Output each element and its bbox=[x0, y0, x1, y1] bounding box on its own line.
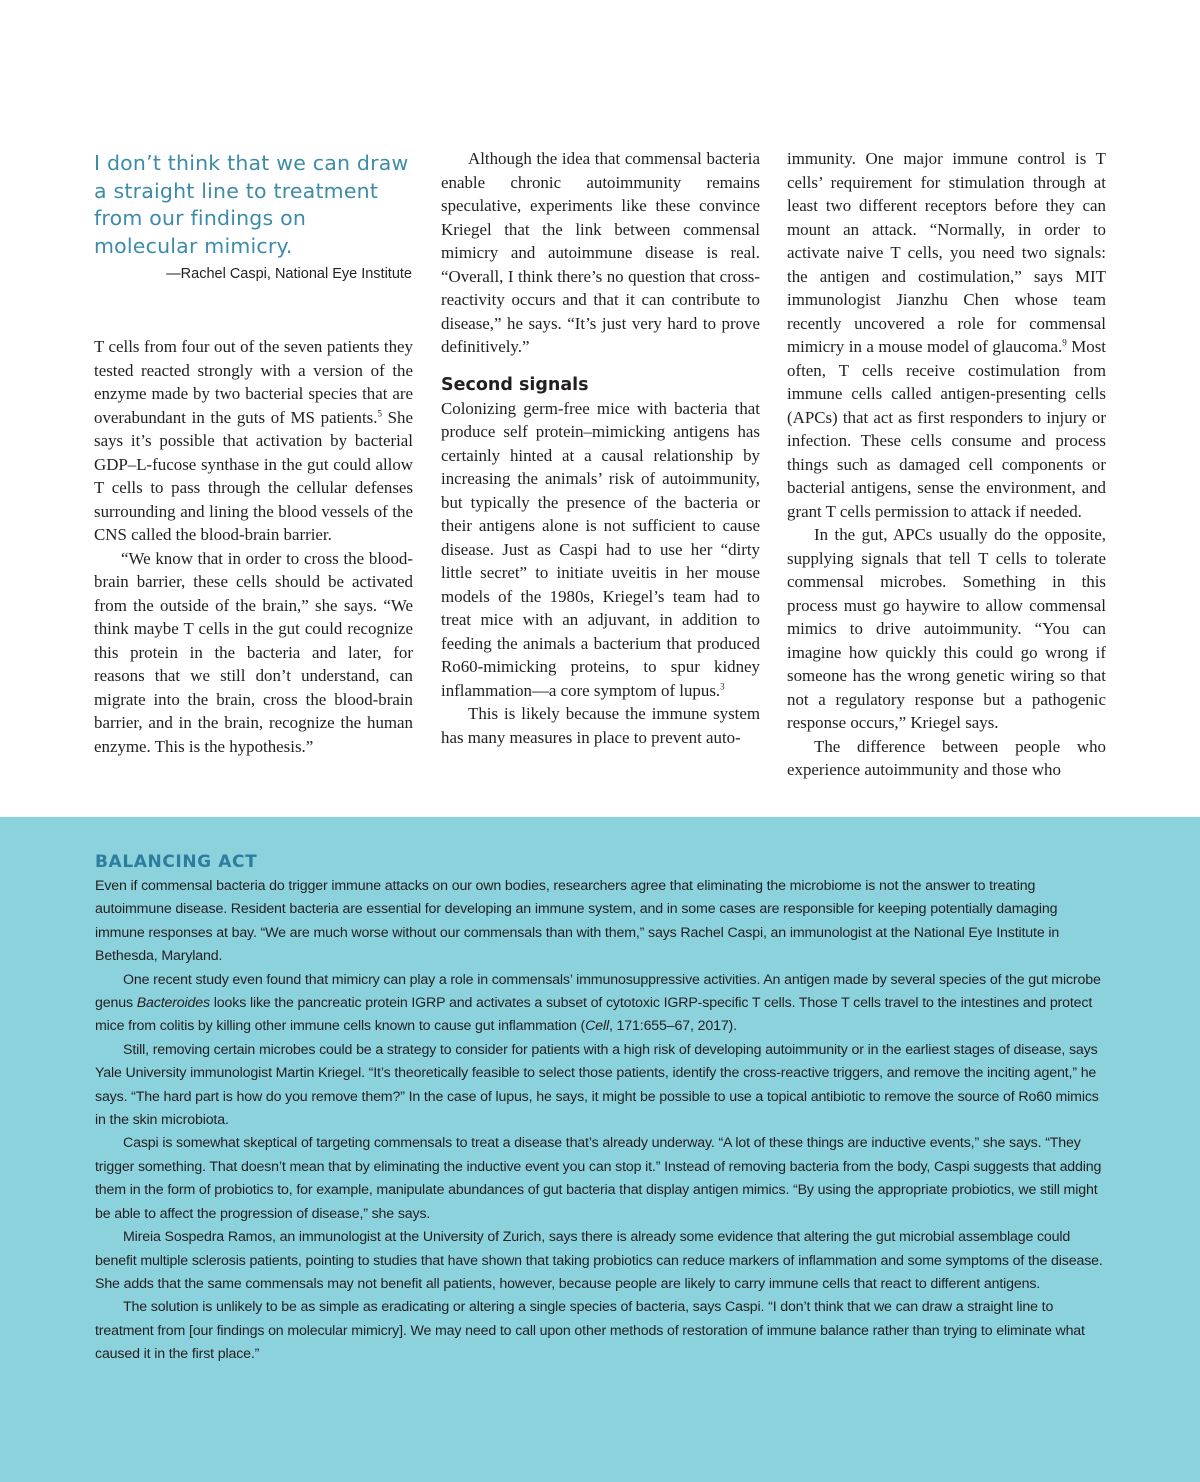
pull-quote bbox=[94, 150, 412, 282]
column1-paragraph-1: T cells from four out of the seven patients they tested reacted strongly with a version of the enzyme made by two bacterial species that are overabundant in the guts of MS patients.$^5$ She says it’s possible that activation by bacterial GDP–L-fucose synthase in the gut could allow T cells to pass through the cellular defenses surrounding and lining the blood vessels of the CNS called the blood-brain barrier. bbox=[94, 337, 413, 544]
column3-paragraph-1: immunity. One major immune control is T cells’ requirement for stimulation through at least two different receptors before they can mount an attack. “Normally, in order to activate naive T cells, you need two signals: the antigen and costimulation,” says MIT immunologist Jianzhu Chen whose team recently uncovered a role for commensal mimicry in a mouse model of glaucoma.$^9$ Most often, T cells receive costimulation from immune cells called antigen-presenting cells (APCs) that act as first responders to injury or infection. These cells consume and process things such as damaged cell components or bacterial antigens, sense the environment, and grant T cells permission to attack if needed. bbox=[787, 149, 1106, 521]
sidebar-box bbox=[0, 817, 1200, 1482]
pull-quote-text: I don’t think that we can draw a straight line to treatment from our findings on molecular mimicry. bbox=[94, 151, 409, 258]
sidebar-paragraph-6: The solution is unlikely to be as simple as eradicating or altering a single species of bacteria, says Caspi. “I don’t think that we can draw a straight line to treatment from [our findings on molecular mimicry]. We may need to call upon other methods of restoration of immune balance rather than trying to eliminate what caused it in the first place.” bbox=[95, 1299, 1085, 1363]
article-column-3 bbox=[787, 147, 1106, 782]
article-column-1 bbox=[94, 335, 413, 758]
sidebar-paragraph-3: Still, removing certain microbes could be a strategy to consider for patients with a high risk of developing autoimmunity or in the earliest stages of disease, says Yale University immunologist Martin Kriegel. “It’s theoretically feasible to select those patients, identify the cross-reactive triggers, and remove the inciting agent,” he says. “The hard part is how do you remove them?” In the case of lupus, he says, it might be possible to use a topical antibiotic to remove the source of Ro60 mimics in the skin microbiota. bbox=[95, 1041, 1099, 1129]
genus-name: Bacteroides bbox=[136, 995, 210, 1012]
pull-quote-attribution: —Rachel Caspi, National Eye Institute bbox=[166, 266, 412, 282]
column1-paragraph-2: “We know that in order to cross the blood-brain barrier, these cells should be activated from the outside of the brain,” she says. “We think maybe T cells in the gut could recognize this protein in the bacteria and later, for reasons that we still don’t understand, can migrate into the brain, cross the blood-brain barrier, and in the brain, recognize the human enzyme. This is the hypothesis.” bbox=[94, 548, 413, 756]
journal-name: Cell bbox=[585, 1018, 609, 1035]
sidebar-title: BALANCING ACT bbox=[95, 852, 258, 872]
article-column-2 bbox=[441, 147, 760, 749]
sidebar-paragraph-2: One recent study even found that mimicry can play a role in commensals’ immunosuppressive activities. An antigen made by several species of the gut microbe genus Bacteroides looks like the pancreatic protein IGRP and activates a subset of cytotoxic IGRP-specific T cells. Those T cells travel to the intestines and protect mice from colitis by killing other immune cells known to cause gut inflammation (Cell, 171:655–67, 2017). bbox=[95, 971, 1101, 1035]
column2-paragraph-1: Although the idea that commensal bacteria enable chronic autoimmunity remains speculative, experiments like these convince Kriegel that the link between commensal mimicry and autoimmune disease is real. “Overall, I think there’s no question that cross-reactivity occurs and that it can contribute to disease,” he says. “It’s just very hard to prove definitively.” bbox=[441, 149, 760, 356]
column2-paragraph-2: Colonizing germ-free mice with bacteria that produce self protein–mimicking antigens has certainly hinted at a causal relationship by increasing the animals’ risk of autoimmunity, but typically the presence of the bacteria or their antigens alone is not sufficient to cause disease. Just as Caspi had to use her “dirty little secret” to initiate uveitis in her mouse models of the 1980s, Kriegel’s team had to treat mice with an adjuvant, in addition to feeding the animals a bacterium that produced Ro60-mimicking proteins, to spur kidney inflammation—a core symptom of lupus.$^3$ bbox=[441, 398, 760, 700]
reference-3: 3 bbox=[720, 680, 725, 691]
sidebar-paragraph-1: Even if commensal bacteria do trigger immune attacks on our own bodies, researchers agree that eliminating the microbiome is not the answer to treating autoimmune disease. Resident bacteria are essential for developing an immune system, and in some cases are responsible for keeping potentially damaging immune responses at bay. “We are much worse without our commensals than with them,” says Rachel Caspi, an immunologist at the National Eye Institute in Bethesda, Maryland. bbox=[95, 878, 1060, 965]
reference-9: 9 bbox=[1062, 337, 1067, 348]
reference-5: 5 bbox=[377, 407, 382, 418]
column3-paragraph-3: The difference between people who experience autoimmunity and those who bbox=[787, 736, 1106, 779]
section-subhead: Second signals bbox=[441, 374, 589, 395]
sidebar-paragraph-4: Caspi is somewhat skeptical of targeting commensals to treat a disease that’s already underway. “A lot of these things are inductive events,” she says. “They trigger something. That doesn’t mean that by eliminating the inductive event you can stop it.” Instead of removing bacteria from the body, Caspi suggests that adding them in the form of probiotics to, for example, manipulate abundances of gut bacteria that display antigen mimics. “By using the appropriate probiotics, we still might be able to affect the progression of disease,” she says. bbox=[95, 1135, 1102, 1222]
column3-paragraph-2: In the gut, APCs usually do the opposite, supplying signals that tell T cells to tolerate commensal microbes. Something in this process must go haywire to allow commensal mimics to drive autoimmunity. “You can imagine how quickly this could go wrong if someone has the wrong genetic wiring so that not a regulatory response but a pathogenic response occurs,” Kriegel says. bbox=[787, 525, 1106, 732]
column2-paragraph-3: This is likely because the immune system has many measures in place to prevent auto- bbox=[441, 704, 760, 747]
sidebar-paragraph-5: Mireia Sospedra Ramos, an immunologist at the University of Zurich, says there is already some evidence that altering the gut microbial assemblage could benefit multiple sclerosis patients, pointing to studies that have shown that taking probiotics can reduce markers of inflammation and some symptoms of the disease. She adds that the same commensals may not benefit all patients, however, because people are likely to carry immune cells that react to different antigens. bbox=[95, 1229, 1103, 1292]
sidebar-content bbox=[95, 851, 1107, 1367]
